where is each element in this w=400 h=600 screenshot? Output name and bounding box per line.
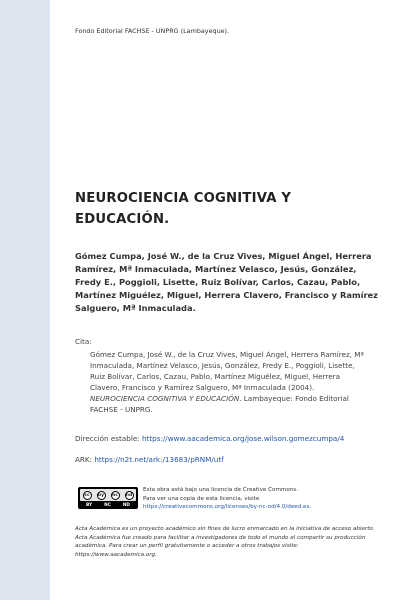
license-line-1: Esta obra está bajo una licencia de Creative Commons. [143,487,299,493]
cc-label-nd: ND [122,502,130,508]
stable-address-link[interactable]: https://www.aacademica.org/jose.wilson.gomezcumpa/4 [141,434,345,443]
left-sidebar-band [0,0,50,600]
cc-labels-row [80,502,136,508]
citation-text [90,349,370,415]
cc-label-by: BY [85,502,93,508]
citation-label: Cita: [75,337,92,346]
stable-address [75,434,344,443]
creative-commons-badge[interactable] [78,487,138,509]
noncommercial-icon: nc [112,492,118,498]
license-link[interactable]: https://creativecommons.org/licenses/by-nc-nd/4.0/deed.es. [143,504,312,510]
citation-text-before: Gómez Cumpa, José W., de la Cruz Vives, Miguel Ángel, Herrera Ramírez, Mª Inmaculada, Martínez Velasco, Jesús, González, Fredy E., Poggioli, Lisette, Ruiz Bolívar, Carlos, Cazau, Pablo, Martínez Miguélez, Miguel, Herrera Clavero, Francisco y Ramírez Salguero, Mª Inmaculada (2004). [90,350,364,392]
footer-note: Acta Académica es un proyecto académico sin fines de lucro enmarcado en la iniciativa de acceso abierto. Acta Académica fue creado para facilitar a investigadores de todo el mundo el compartir su producción académica. Para crear un perfil gratuitamente o acceder a otros trabajos visite: https://www.aacademica.org. [75,526,375,558]
citation-text-after: . Lambayeque: Fondo Editorial FACHSE - UNPRG. [90,394,349,414]
citation-title: NEUROCIENCIA COGNITIVA Y EDUCACIÓN [90,394,240,403]
cc-icons-row [80,489,136,501]
license-line-2: Para ver una copia de esta licencia, visite [143,495,260,502]
ark-label: ARK: [75,455,95,464]
authors-list: Gómez Cumpa, José W., de la Cruz Vives, Miguel Ángel, Herrera Ramírez, Mª Inmaculada, Martínez Velasco, Jesús, González, Fredy E., Poggioli, Lisette, Ruiz Bolívar, Carlos, Cazau, Pablo, Martínez Miguélez, Miguel, Herrera Clavero, Francisco y Ramírez Salguero, Mª Inmaculada. [75,251,379,313]
cc-label-nc: NC [104,502,111,508]
cc-logo-icon: cc [84,492,90,498]
noderivatives-icon: nd [125,492,133,498]
document-title: NEUROCIENCIA COGNITIVA Y EDUCACIÓN. [75,191,292,227]
ark-identifier [75,455,224,464]
ark-link[interactable]: https://n2t.net/ark:/13683/pRNM/utf [94,455,224,464]
by-attribution-icon: by [97,492,105,498]
license-text [143,486,388,512]
publisher-header: Fondo Editorial FACHSE - UNPRG (Lambayeque). [75,27,230,35]
stable-address-label: Dirección estable: [75,434,142,443]
